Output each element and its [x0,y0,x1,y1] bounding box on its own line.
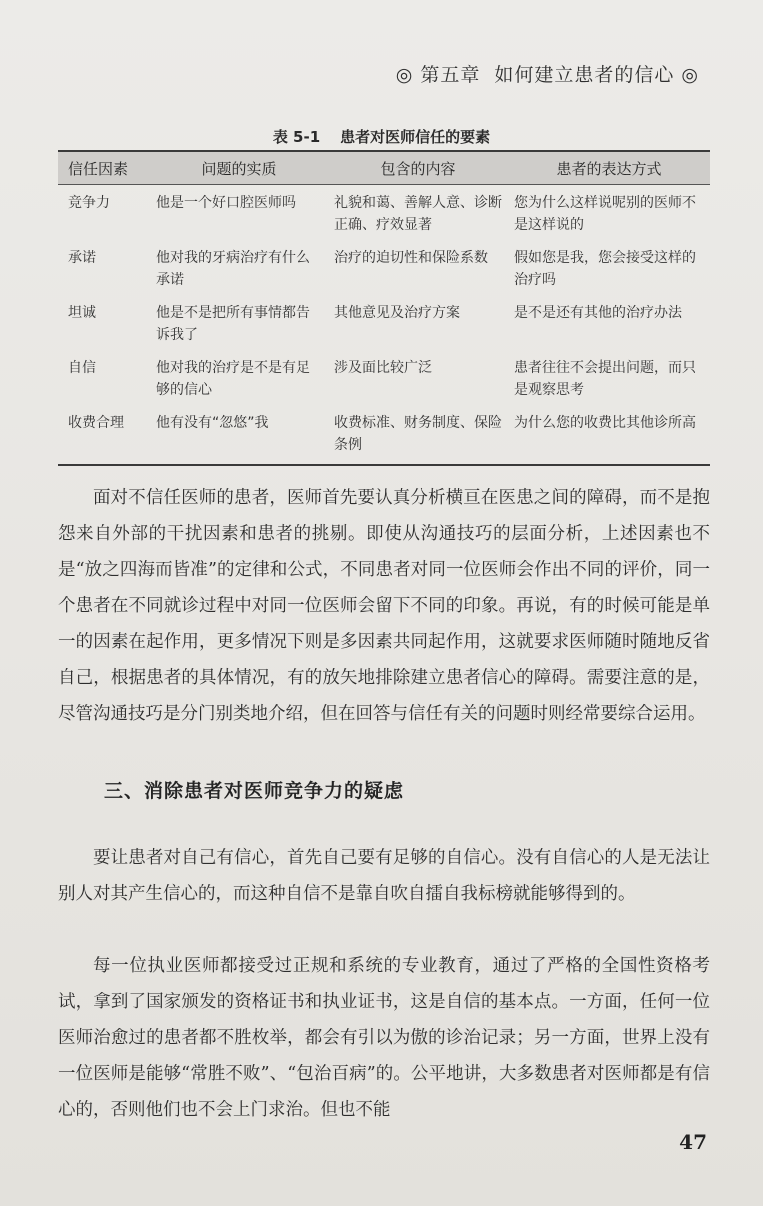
table-caption [0,126,763,147]
table-cell: 治疗的迫切性和保险系数 [334,250,488,266]
table-row [58,240,710,295]
table-cell: 自信 [68,360,96,376]
paragraph-text: 面对不信任医师的患者，医师首先要认真分析横亘在医患之间的障碍，而不是抱怨来自外部的干扰因素和患者的挑剔。即使从沟通技巧的层面分析，上述因素也不是“放之四海而皆准”的定律和公式，不同患者对同一位医师会作出不同的评价，同一个患者在不同就诊过程中对同一位医师会留下不同的印象。再说，有的时候可能是单一的因素在起作用，更多情况下则是多因素共同起作用，这就要求医师随时随地反省自己，根据患者的具体情况，有的放矢地排除建立患者信心的障碍。需要注意的是，尽管沟通技巧是分门别类地介绍，但在回答与信任有关的问题时则经常要综合运用。 [58,488,710,724]
table-cell: 您为什么这样说呢别的医师不是这样说的 [514,195,696,233]
table-header-row [58,151,710,185]
chapter-title: 如何建立患者的信心 [494,64,675,86]
table-cell: 收费标准、财务制度、保险条例 [334,415,502,453]
column-header: 问题的实质 [201,159,277,178]
chapter-label: 第五章 [420,64,481,86]
table-cell: 竞争力 [68,195,110,211]
table-cell: 是不是还有其他的治疗办法 [514,305,682,321]
running-head [396,60,699,87]
table-caption-title: 患者对医师信任的要素 [340,128,491,146]
table-cell: 他是一个好口腔医师吗 [156,195,296,211]
table-cell: 假如您是我，您会接受这样的治疗吗 [514,250,696,288]
body-paragraph [58,480,710,732]
table-cell: 他有没有“忽悠”我 [156,415,269,431]
body-paragraph [58,840,710,912]
column-header: 信任因素 [68,159,129,178]
table-row [58,350,710,405]
table-cell: 承诺 [68,250,96,266]
table-cell: 坦诚 [68,305,96,321]
table-cell: 他对我的牙病治疗有什么承诺 [156,250,310,288]
section-heading: 三、消除患者对医师竞争力的疑虑 [104,780,405,802]
paragraph-text: 每一位执业医师都接受过正规和系统的专业教育，通过了严格的全国性资格考试，拿到了国家颁发的资格证书和执业证书，这是自信的基本点。一方面，任何一位医师治愈过的患者都不胜枚举，都会有引以为傲的诊治记录；另一方面，世界上没有一位医师是能够“常胜不败”、“包治百病”的。公平地讲，大多数患者对医师都是有信心的，否则他们也不会上门求治。但也不能 [58,956,710,1120]
paragraph-text: 要让患者对自己有信心，首先自己要有足够的自信心。没有自信心的人是无法让别人对其产生信心的，而这种自信不是靠自吹自擂自我标榜就能够得到的。 [58,848,710,904]
table-row [58,295,710,350]
trust-factors-table [58,150,710,466]
ornament-right: ◎ [681,64,699,86]
column-header: 包含的内容 [380,159,456,178]
ornament-left: ◎ [395,64,414,86]
table-caption-number: 表 5-1 [272,128,321,146]
table-cell: 收费合理 [68,415,124,431]
table-cell: 为什么您的收费比其他诊所高 [514,415,696,431]
table-cell: 礼貌和蔼、善解人意、诊断正确、疗效显著 [334,195,502,233]
table-row [58,405,710,465]
column-header: 患者的表达方式 [556,159,662,178]
body-paragraph [58,948,710,1128]
table-row [58,185,710,241]
table-cell: 其他意见及治疗方案 [334,305,460,321]
table-cell: 患者往往不会提出问题，而只是观察思考 [514,360,696,398]
table-cell: 他对我的治疗是不是有足够的信心 [156,360,310,398]
page-number: 47 [679,1130,707,1154]
table-cell: 涉及面比较广泛 [334,360,432,376]
table-cell: 他是不是把所有事情都告诉我了 [156,305,310,343]
